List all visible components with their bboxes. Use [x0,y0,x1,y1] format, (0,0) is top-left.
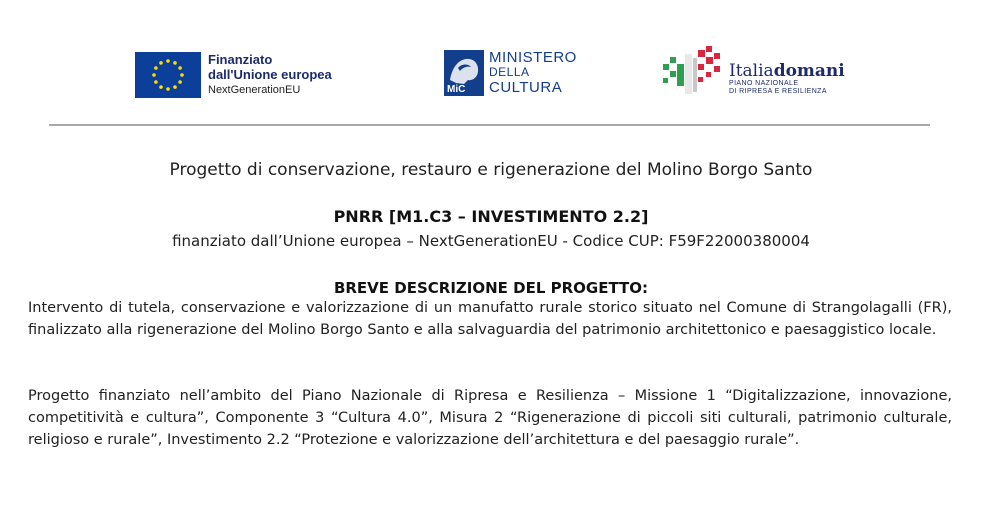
eu-stars-icon [135,52,201,98]
header-divider [49,124,930,126]
eu-logo [135,52,332,98]
eu-logo-line2: dall'Unione europea [208,67,332,82]
mic-emblem-label: MiC [447,84,466,95]
funding-line: finanziato dall’Unione europea – NextGenerationEU - Codice CUP: F59F22000380004 [172,232,810,250]
eu-logo-line1: Finanziato [208,52,273,67]
italia-domani-logo [661,44,845,102]
pnrr-heading: PNRR [M1.C3 – INVESTIMENTO 2.2] [333,207,649,226]
mic-logo-line2: DELLA [489,65,530,79]
italia-domani-sub2: DI RIPRESA E RESILIENZA [729,88,827,95]
italia-domani-sub1: PIANO NAZIONALE [729,80,799,87]
italia-domani-name [729,62,845,80]
description-paragraph-1: Intervento di tutela, conservazione e valorizzazione di un manufatto rurale storico situato nel Comune di Strangolagalli (FR), finalizzato alla rigenerazione del Molino Borgo Santo e alla salvaguardia del patrimonio architettonico e paesaggistico locale. [28,300,952,338]
logo-bar [0,40,982,110]
italia-domani-text [729,62,845,96]
ministero-cultura-logo [444,50,577,96]
mic-logo-line1: MINISTERO [489,49,577,66]
description-paragraph-2: Progetto finanziato nell’ambito del Piano Nazionale di Ripresa e Resilienza – Missione 1 “Digitalizzazione, innovazione, competitività e cultura”, Componente 3 “Cultura 4.0”, Misura 2 “Rigenerazione di piccoli siti culturali, patrimonio culturale, religioso e rurale”, Investimento 2.2 “Protezione e valorizzazione dell’architettura e del paesaggio rurale”. [28,388,952,448]
eu-logo-line3: NextGenerationEU [208,84,301,96]
mic-emblem-icon [444,50,484,96]
description-heading: BREVE DESCRIZIONE DEL PROGETTO: [333,279,649,297]
mic-logo-text [489,50,577,95]
italia-domani-name-regular: Italia [729,61,774,81]
italia-domani-name-bold: domani [773,61,845,81]
project-title: Progetto di conservazione, restauro e rigenerazione del Molino Borgo Santo [169,160,813,180]
eu-flag-icon [135,52,201,98]
eu-logo-text [208,52,332,98]
italia-domani-pixel-mark-icon [661,44,723,102]
mic-logo-line3: CULTURA [489,79,563,96]
